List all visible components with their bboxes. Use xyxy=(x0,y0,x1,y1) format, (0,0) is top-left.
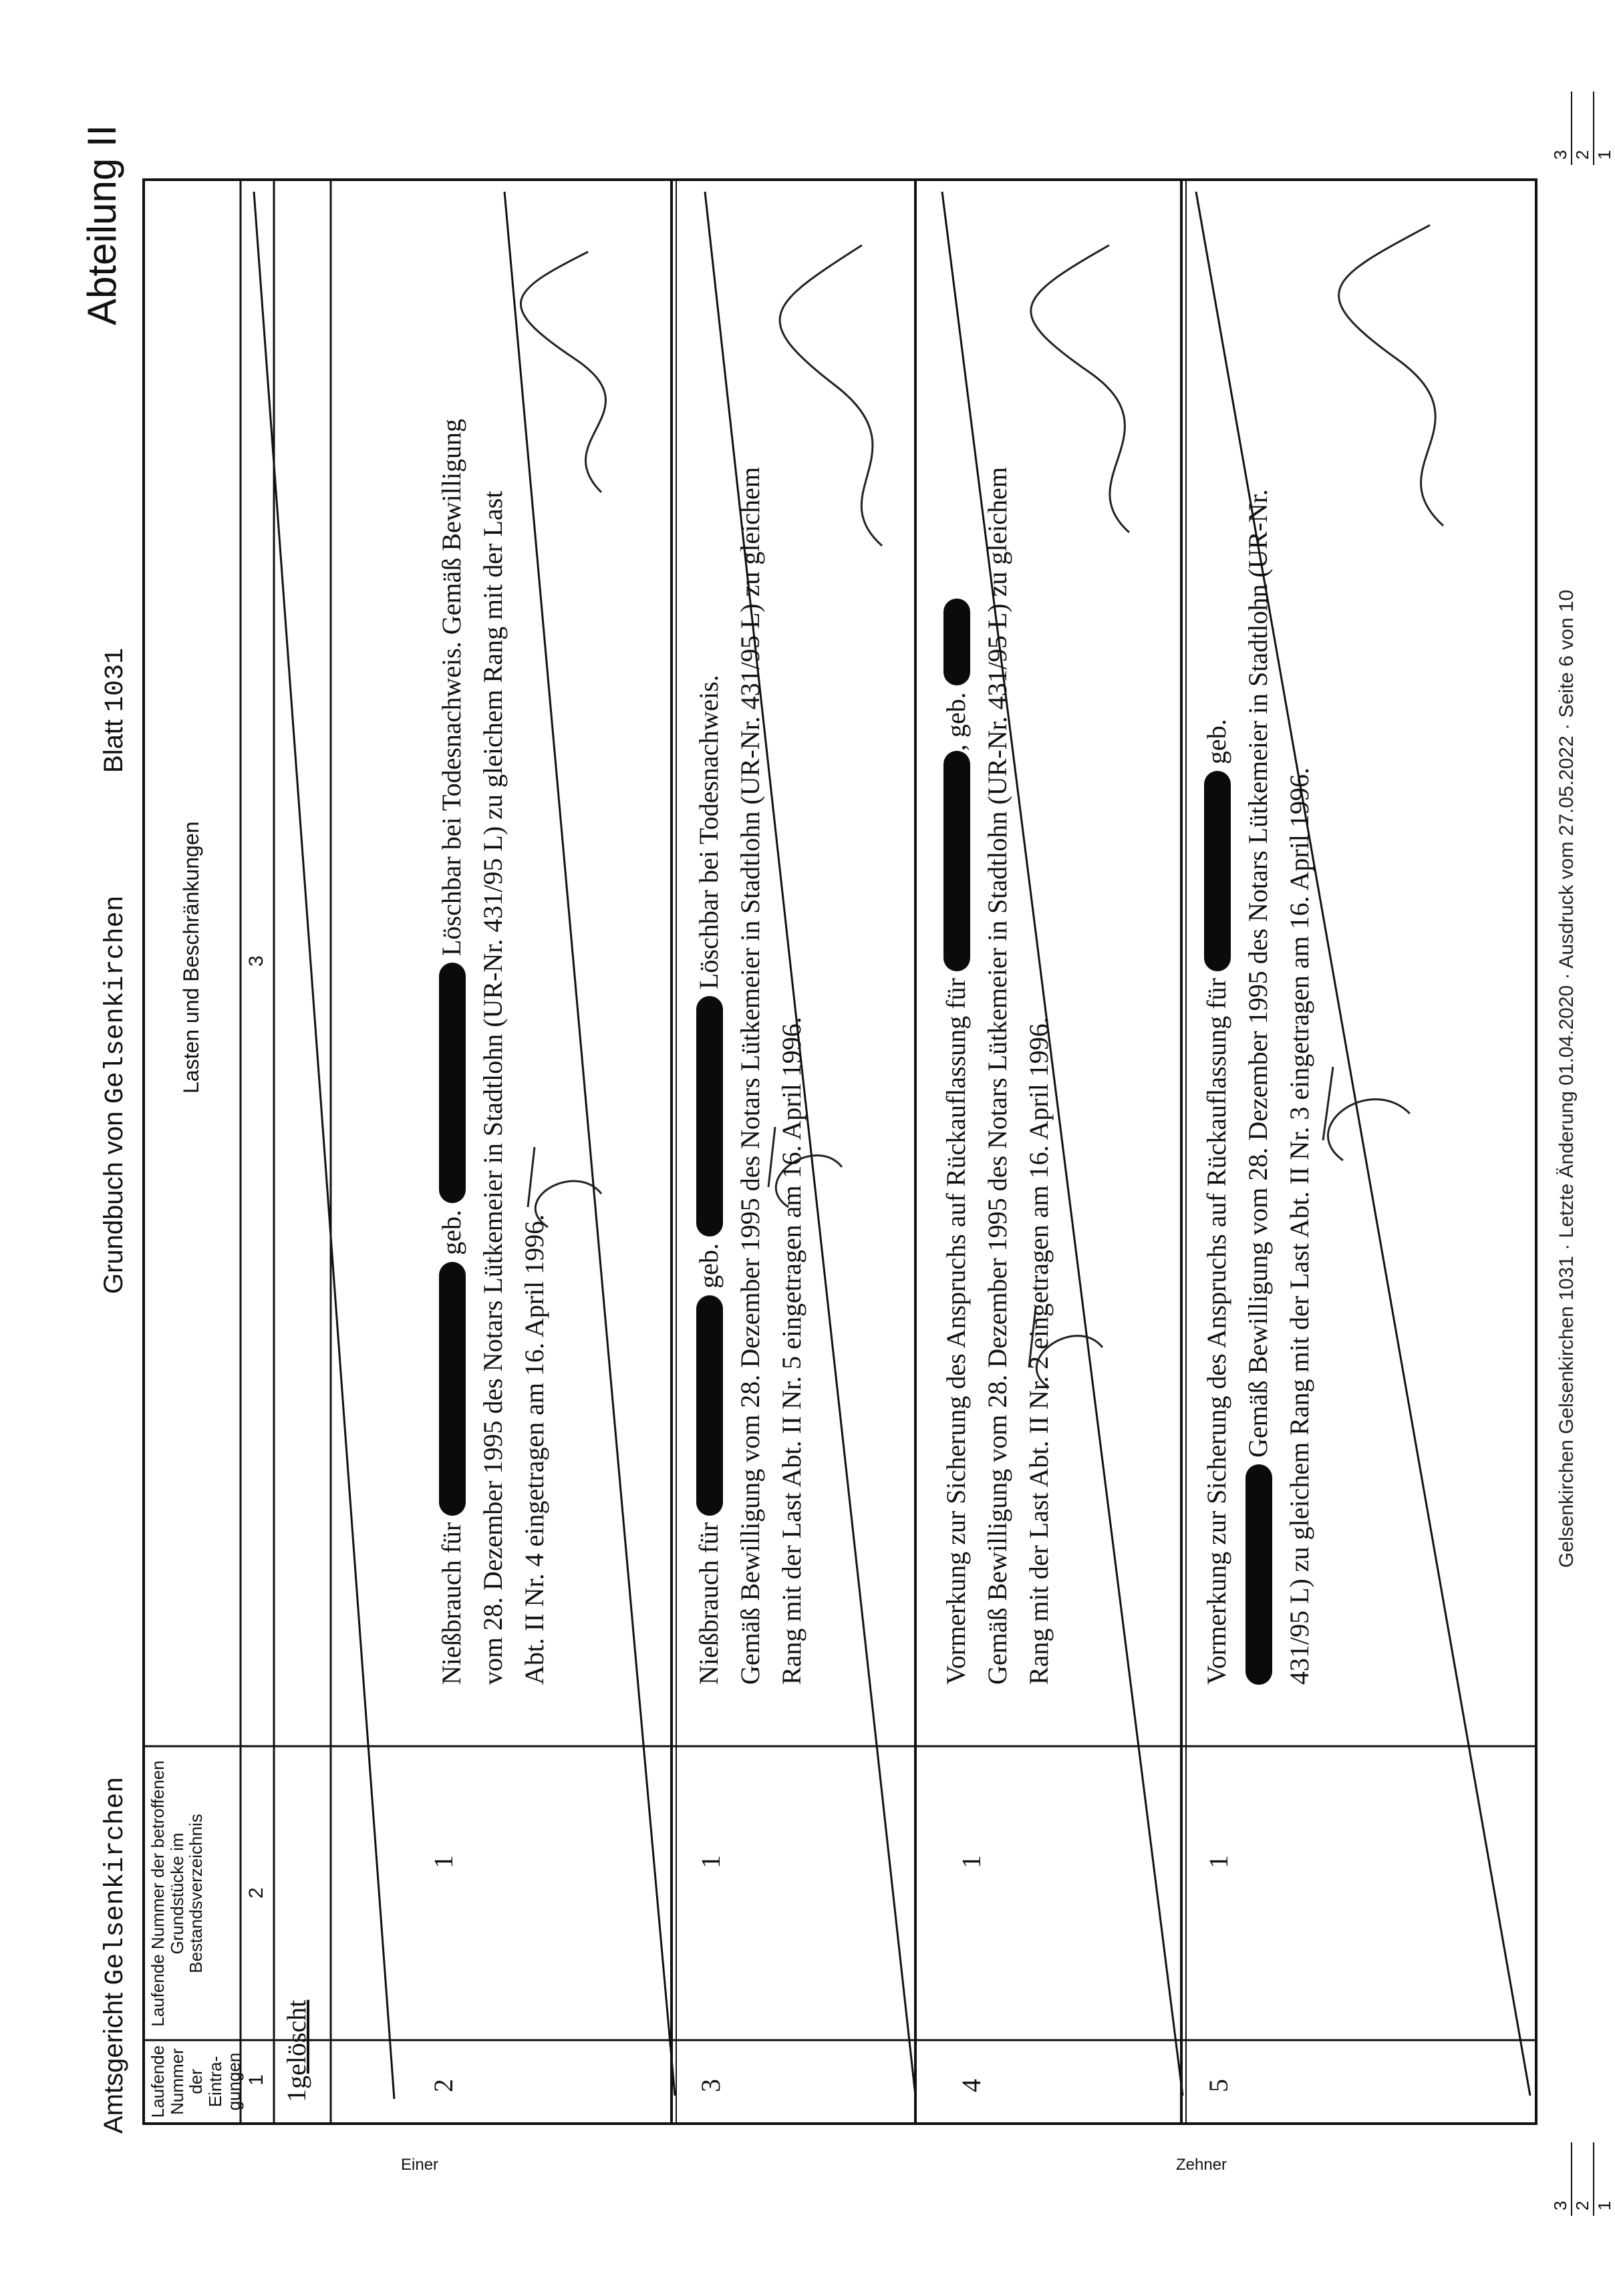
sheet-label-text: Blatt xyxy=(99,719,128,773)
entry-3-number: 3 xyxy=(696,2079,726,2092)
entry-3-text-a: Nießbrauch für xyxy=(694,1522,724,1685)
col1-header: Laufende Nummer der Eintra-gungen xyxy=(148,2045,245,2118)
col3-number: 3 xyxy=(245,955,267,967)
entry-3-plot: 1 xyxy=(696,1855,726,1868)
entry-1-deleted-note: gelöscht xyxy=(281,1999,311,2089)
entry-5-text-a: Vormerkung zur Sicherung des Anspruchs auf Rückauflassung für xyxy=(1201,978,1231,1685)
index-3: 3 xyxy=(1550,92,1572,165)
index-marker-left xyxy=(1550,2142,1615,2216)
entry-2-text-a: Nießbrauch für xyxy=(436,1522,466,1685)
entry-2-plot: 1 xyxy=(428,1855,458,1868)
entry-4-text xyxy=(935,215,1060,1685)
entry-5-text-b: geb. xyxy=(1201,719,1231,765)
entry-3-text-b: geb. xyxy=(694,1243,724,1289)
footer-text: Gelsenkirchen Gelsenkirchen 1031 · Letzte Änderung 01.04.2020 · Ausdruck vom 27.05.2022 · Seite 6 von 10 xyxy=(1556,589,1578,1568)
entry-3-text-e: Rang mit der Last Abt. II Nr. 5 eingetragen am 16. April 1996. xyxy=(776,1017,806,1685)
col3-header: Lasten und Beschränkungen xyxy=(179,821,203,1094)
einer-label: Einer xyxy=(401,2156,439,2174)
entry-5-number: 5 xyxy=(1203,2079,1233,2092)
entry-2-text xyxy=(431,215,555,1685)
entry-2-number: 2 xyxy=(428,2079,458,2092)
entry-3-text xyxy=(688,215,813,1685)
redaction xyxy=(696,996,723,1237)
col1-number: 1 xyxy=(245,2074,267,2086)
redaction xyxy=(1204,771,1231,971)
col2-number: 2 xyxy=(245,1887,267,1899)
entry-4-text-e: Rang mit der Last Abt. II Nr. 2 eingetragen am 16. April 1996. xyxy=(1024,1017,1054,1685)
entry-4-text-a: Vormerkung zur Sicherung des Anspruchs auf Rückauflassung für xyxy=(941,978,971,1685)
entry-4-plot: 1 xyxy=(956,1855,986,1868)
redaction xyxy=(1245,1464,1272,1685)
redaction xyxy=(439,963,466,1203)
entry-5-text-d: Gemäß Bewilligung vom 28. Dezember 1995 des Notars Lütkemeier in Stadtlohn (UR-Nr. xyxy=(1243,489,1273,1458)
court-label-text: Amtsgericht xyxy=(99,1992,128,2134)
book-label-text: Grundbuch von xyxy=(99,1111,128,1294)
col2-header: Laufende Nummer der betroffenen Grundstücke im Bestandsverzeichnis xyxy=(148,1760,206,2027)
section-title: Abteilung II xyxy=(80,124,124,325)
entry-4-text-b: , geb. xyxy=(941,692,971,752)
entry-2-text-c: Löschbar bei Todesnachweis. Gemäß Bewilligung xyxy=(436,418,466,956)
index-marker-right xyxy=(1550,92,1615,165)
index-2: 2 xyxy=(1572,92,1594,165)
entry-1-number xyxy=(281,2000,312,2102)
index-3: 3 xyxy=(1550,2142,1572,2216)
zehner-label: Zehner xyxy=(1176,2156,1227,2174)
entry-5-text-e: 431/95 L) zu gleichem Rang mit der Last Abt. II Nr. 3 eingetragen am 16. April 1996. xyxy=(1284,767,1314,1685)
entry-5-text xyxy=(1196,215,1320,1685)
sheet-number: 1031 xyxy=(101,647,131,712)
entry-4-number: 4 xyxy=(956,2079,986,2092)
redaction xyxy=(943,599,970,685)
entry-2-text-d: vom 28. Dezember 1995 des Notars Lütkemeier in Stadtlohn (UR-Nr. 431/95 L) zu gleichem Rang mit der Last xyxy=(478,490,508,1685)
index-1: 1 xyxy=(1594,2200,1614,2210)
entry-3-text-d: Gemäß Bewilligung vom 28. Dezember 1995 des Notars Lütkemeier in Stadtlohn (UR-Nr. 431/95 L) zu gleichem xyxy=(735,467,765,1685)
court-name: Gelsenkirchen xyxy=(101,1776,131,1985)
index-1: 1 xyxy=(1594,150,1614,160)
entry-2-text-b: geb. xyxy=(436,1210,466,1255)
book-name: Gelsenkirchen xyxy=(101,895,131,1104)
redaction xyxy=(943,751,970,971)
entry-2-text-e: Abt. II Nr. 4 eingetragen am 16. April 1996. xyxy=(519,1214,549,1685)
entry-4-text-d: Gemäß Bewilligung vom 28. Dezember 1995 des Notars Lütkemeier in Stadtlohn (UR-Nr. 431/95 L) zu gleichem xyxy=(982,467,1012,1685)
redaction xyxy=(439,1262,466,1516)
entry-3-text-c: Löschbar bei Todesnachweis. xyxy=(694,675,724,989)
index-2: 2 xyxy=(1572,2142,1594,2216)
redaction xyxy=(696,1295,723,1516)
entry-5-plot: 1 xyxy=(1203,1855,1233,1868)
entry-1-number-value: 1 xyxy=(281,2089,311,2102)
